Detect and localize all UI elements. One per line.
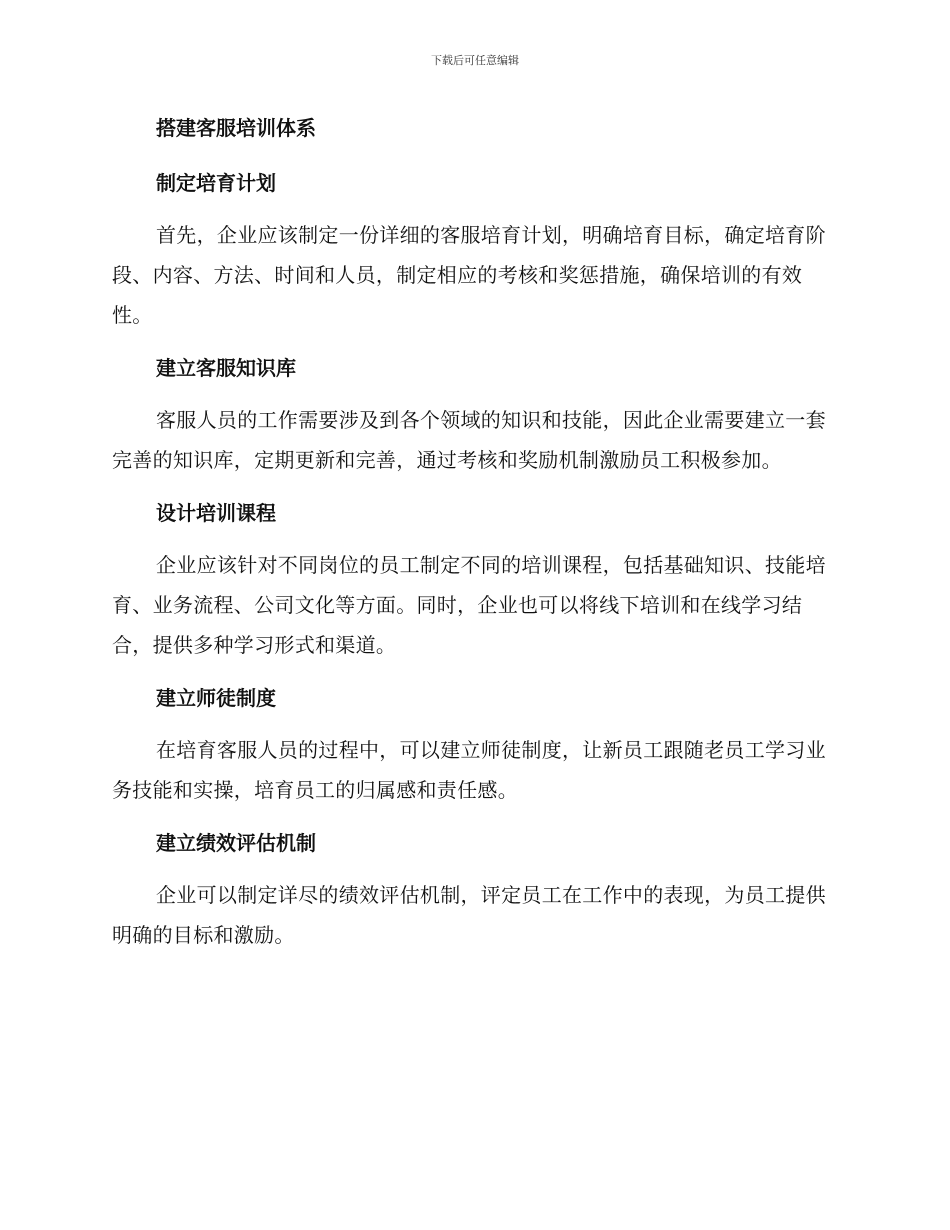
document-title: 搭建客服培训体系: [156, 116, 316, 140]
section-paragraph-mentorship: 在培育客服人员的过程中，可以建立师徒制度，让新员工跟随老员工学习业务技能和实操，培育员工的归属感和责任感。: [112, 738, 826, 802]
section-heading-knowledge-base: 建立客服知识库: [156, 356, 296, 380]
section-heading-courses: 设计培训课程: [156, 501, 276, 525]
document-body: [112, 108, 834, 968]
section-heading-performance: 建立绩效评估机制: [156, 831, 316, 855]
section-heading-mentorship: 建立师徒制度: [156, 686, 276, 710]
section-paragraph-courses: 企业应该针对不同岗位的员工制定不同的培训课程，包括基础知识、技能培育、业务流程、公司文化等方面。同时，企业也可以将线下培训和在线学习结合，提供多种学习形式和渠道。: [112, 553, 826, 657]
section-paragraph-performance: 企业可以制定详尽的绩效评估机制，评定员工在工作中的表现，为员工提供明确的目标和激励。: [112, 883, 826, 947]
section-paragraph-plan: 首先，企业应该制定一份详细的客服培育计划，明确培育目标，确定培育阶段、内容、方法、时间和人员，制定相应的考核和奖惩措施，确保培训的有效性。: [112, 223, 826, 327]
section-heading-plan: 制定培育计划: [156, 171, 276, 195]
section-paragraph-knowledge-base: 客服人员的工作需要涉及到各个领域的知识和技能，因此企业需要建立一套完善的知识库，定期更新和完善，通过考核和奖励机制激励员工积极参加。: [112, 408, 826, 472]
page-header-note: 下载后可任意编辑: [431, 54, 519, 67]
